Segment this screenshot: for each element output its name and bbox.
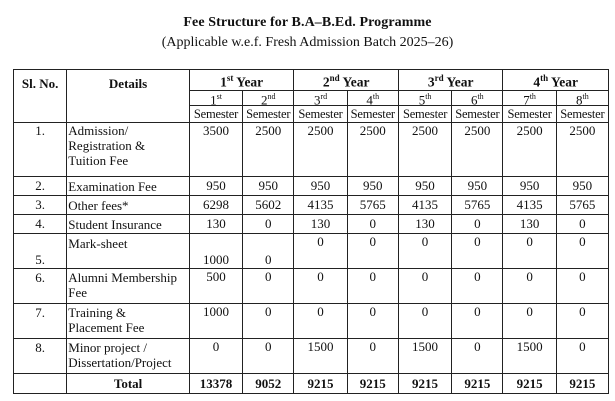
fee-cell: 0 bbox=[347, 269, 398, 304]
semester-7-number: 7th bbox=[503, 91, 556, 106]
total-cell: 9215 bbox=[347, 374, 398, 394]
semester-5-number: 5th bbox=[398, 91, 451, 106]
fee-cell: 0 bbox=[243, 269, 294, 304]
row-sl-no: 4. bbox=[14, 215, 67, 234]
fee-cell: 0 bbox=[398, 269, 451, 304]
semester-4-label: Semester bbox=[347, 106, 398, 123]
fee-cell: 0 bbox=[452, 269, 503, 304]
row-sl-no: 1. bbox=[14, 123, 67, 177]
total-row bbox=[14, 374, 609, 394]
fee-cell: 0 bbox=[452, 234, 503, 269]
row-details: Admission/ Registration & Tuition Fee bbox=[67, 123, 190, 177]
row-details: Alumni Membership Fee bbox=[67, 269, 190, 304]
fee-cell: 3500 bbox=[189, 123, 242, 177]
fee-cell: 950 bbox=[189, 177, 242, 196]
year-header-row bbox=[14, 70, 609, 91]
fee-cell: 5602 bbox=[243, 196, 294, 215]
fee-cell: 1500 bbox=[503, 339, 556, 374]
fee-cell: 950 bbox=[556, 177, 608, 196]
fee-cell: 500 bbox=[189, 269, 242, 304]
total-cell: 9215 bbox=[398, 374, 451, 394]
fee-cell: 0 bbox=[243, 304, 294, 339]
fee-cell: 2500 bbox=[503, 123, 556, 177]
fee-cell: 2500 bbox=[398, 123, 451, 177]
fee-cell: 950 bbox=[452, 177, 503, 196]
fee-cell: 950 bbox=[503, 177, 556, 196]
total-label: Total bbox=[67, 374, 190, 394]
total-cell: 9215 bbox=[503, 374, 556, 394]
table-row bbox=[14, 196, 609, 215]
fee-cell: 0 bbox=[556, 215, 608, 234]
fee-cell: 950 bbox=[398, 177, 451, 196]
fee-cell: 4135 bbox=[398, 196, 451, 215]
fee-cell: 0 bbox=[452, 304, 503, 339]
semester-1-number: 1st bbox=[189, 91, 242, 106]
semester-2-label: Semester bbox=[243, 106, 294, 123]
fee-cell: 0 bbox=[243, 339, 294, 374]
fee-cell: 6298 bbox=[189, 196, 242, 215]
fee-cell: 0 bbox=[452, 339, 503, 374]
semester-8-number: 8th bbox=[556, 91, 608, 106]
row-sl-no: 2. bbox=[14, 177, 67, 196]
total-cell: 9052 bbox=[243, 374, 294, 394]
fee-cell: 130 bbox=[398, 215, 451, 234]
table-row bbox=[14, 177, 609, 196]
semester-3-number: 3rd bbox=[294, 91, 347, 106]
semester-5-label: Semester bbox=[398, 106, 451, 123]
fee-cell: 1000 bbox=[189, 304, 242, 339]
row-details: Student Insurance bbox=[67, 215, 190, 234]
fee-cell: 0 bbox=[347, 215, 398, 234]
fee-table bbox=[13, 69, 609, 394]
semester-1-label: Semester bbox=[189, 106, 242, 123]
row-sl-no: 8. bbox=[14, 339, 67, 374]
table-row bbox=[14, 234, 609, 269]
fee-cell: 5765 bbox=[347, 196, 398, 215]
row-details: Other fees* bbox=[67, 196, 190, 215]
semester-3-label: Semester bbox=[294, 106, 347, 123]
sl-no-header: Sl. No. bbox=[14, 70, 67, 123]
year-4-header: 4th Year bbox=[503, 70, 609, 91]
fee-cell: 0 bbox=[398, 304, 451, 339]
table-row bbox=[14, 339, 609, 374]
table-row bbox=[14, 123, 609, 177]
row-sl-no: 7. bbox=[14, 304, 67, 339]
fee-cell: 0 bbox=[556, 234, 608, 269]
fee-cell: 0 bbox=[556, 269, 608, 304]
fee-cell: 2500 bbox=[452, 123, 503, 177]
fee-cell: 4135 bbox=[503, 196, 556, 215]
semester-6-label: Semester bbox=[452, 106, 503, 123]
total-sl-no bbox=[14, 374, 67, 394]
fee-cell: 2500 bbox=[294, 123, 347, 177]
year-2-header: 2nd Year bbox=[294, 70, 399, 91]
fee-cell: 0 bbox=[347, 339, 398, 374]
fee-cell: 0 bbox=[243, 234, 294, 269]
fee-cell: 1500 bbox=[294, 339, 347, 374]
fee-cell: 1500 bbox=[398, 339, 451, 374]
fee-cell: 130 bbox=[294, 215, 347, 234]
page-title: Fee Structure for B.A–B.Ed. Programme bbox=[183, 15, 432, 30]
fee-cell: 0 bbox=[503, 269, 556, 304]
year-3-header: 3rd Year bbox=[398, 70, 503, 91]
fee-cell: 2500 bbox=[556, 123, 608, 177]
fee-cell: 5765 bbox=[452, 196, 503, 215]
fee-cell: 0 bbox=[294, 234, 347, 269]
row-details: Training & Placement Fee bbox=[67, 304, 190, 339]
table-row bbox=[14, 269, 609, 304]
fee-cell: 950 bbox=[294, 177, 347, 196]
total-cell: 9215 bbox=[556, 374, 608, 394]
page-subtitle: (Applicable w.e.f. Fresh Admission Batch 2025–26) bbox=[161, 35, 454, 50]
fee-cell: 0 bbox=[503, 304, 556, 339]
semester-2-number: 2nd bbox=[243, 91, 294, 106]
fee-cell: 130 bbox=[189, 215, 242, 234]
fee-cell: 0 bbox=[556, 304, 608, 339]
row-details: Minor project / Dissertation/Project bbox=[67, 339, 190, 374]
fee-cell: 2500 bbox=[243, 123, 294, 177]
total-cell: 9215 bbox=[452, 374, 503, 394]
row-details: Mark-sheet bbox=[67, 234, 190, 269]
fee-cell: 0 bbox=[189, 339, 242, 374]
fee-cell: 130 bbox=[503, 215, 556, 234]
fee-cell: 0 bbox=[294, 304, 347, 339]
fee-cell: 0 bbox=[556, 339, 608, 374]
year-1-header: 1st Year bbox=[189, 70, 294, 91]
fee-cell: 0 bbox=[398, 234, 451, 269]
fee-cell: 2500 bbox=[347, 123, 398, 177]
fee-cell: 1000 bbox=[189, 234, 242, 269]
total-cell: 13378 bbox=[189, 374, 242, 394]
fee-cell: 0 bbox=[347, 304, 398, 339]
table-row bbox=[14, 215, 609, 234]
total-cell: 9215 bbox=[294, 374, 347, 394]
fee-cell: 0 bbox=[294, 269, 347, 304]
semester-7-label: Semester bbox=[503, 106, 556, 123]
fee-cell: 0 bbox=[347, 234, 398, 269]
semester-6-number: 6th bbox=[452, 91, 503, 106]
fee-cell: 950 bbox=[243, 177, 294, 196]
semester-8-label: Semester bbox=[556, 106, 608, 123]
fee-cell: 950 bbox=[347, 177, 398, 196]
fee-cell: 5765 bbox=[556, 196, 608, 215]
fee-cell: 0 bbox=[503, 234, 556, 269]
row-sl-no: 3. bbox=[14, 196, 67, 215]
row-details: Examination Fee bbox=[67, 177, 190, 196]
row-sl-no: 6. bbox=[14, 269, 67, 304]
row-sl-no: 5. bbox=[14, 234, 67, 269]
table-row bbox=[14, 304, 609, 339]
details-header: Details bbox=[67, 70, 190, 123]
fee-cell: 0 bbox=[243, 215, 294, 234]
fee-cell: 0 bbox=[452, 215, 503, 234]
fee-cell: 4135 bbox=[294, 196, 347, 215]
semester-4-number: 4th bbox=[347, 91, 398, 106]
